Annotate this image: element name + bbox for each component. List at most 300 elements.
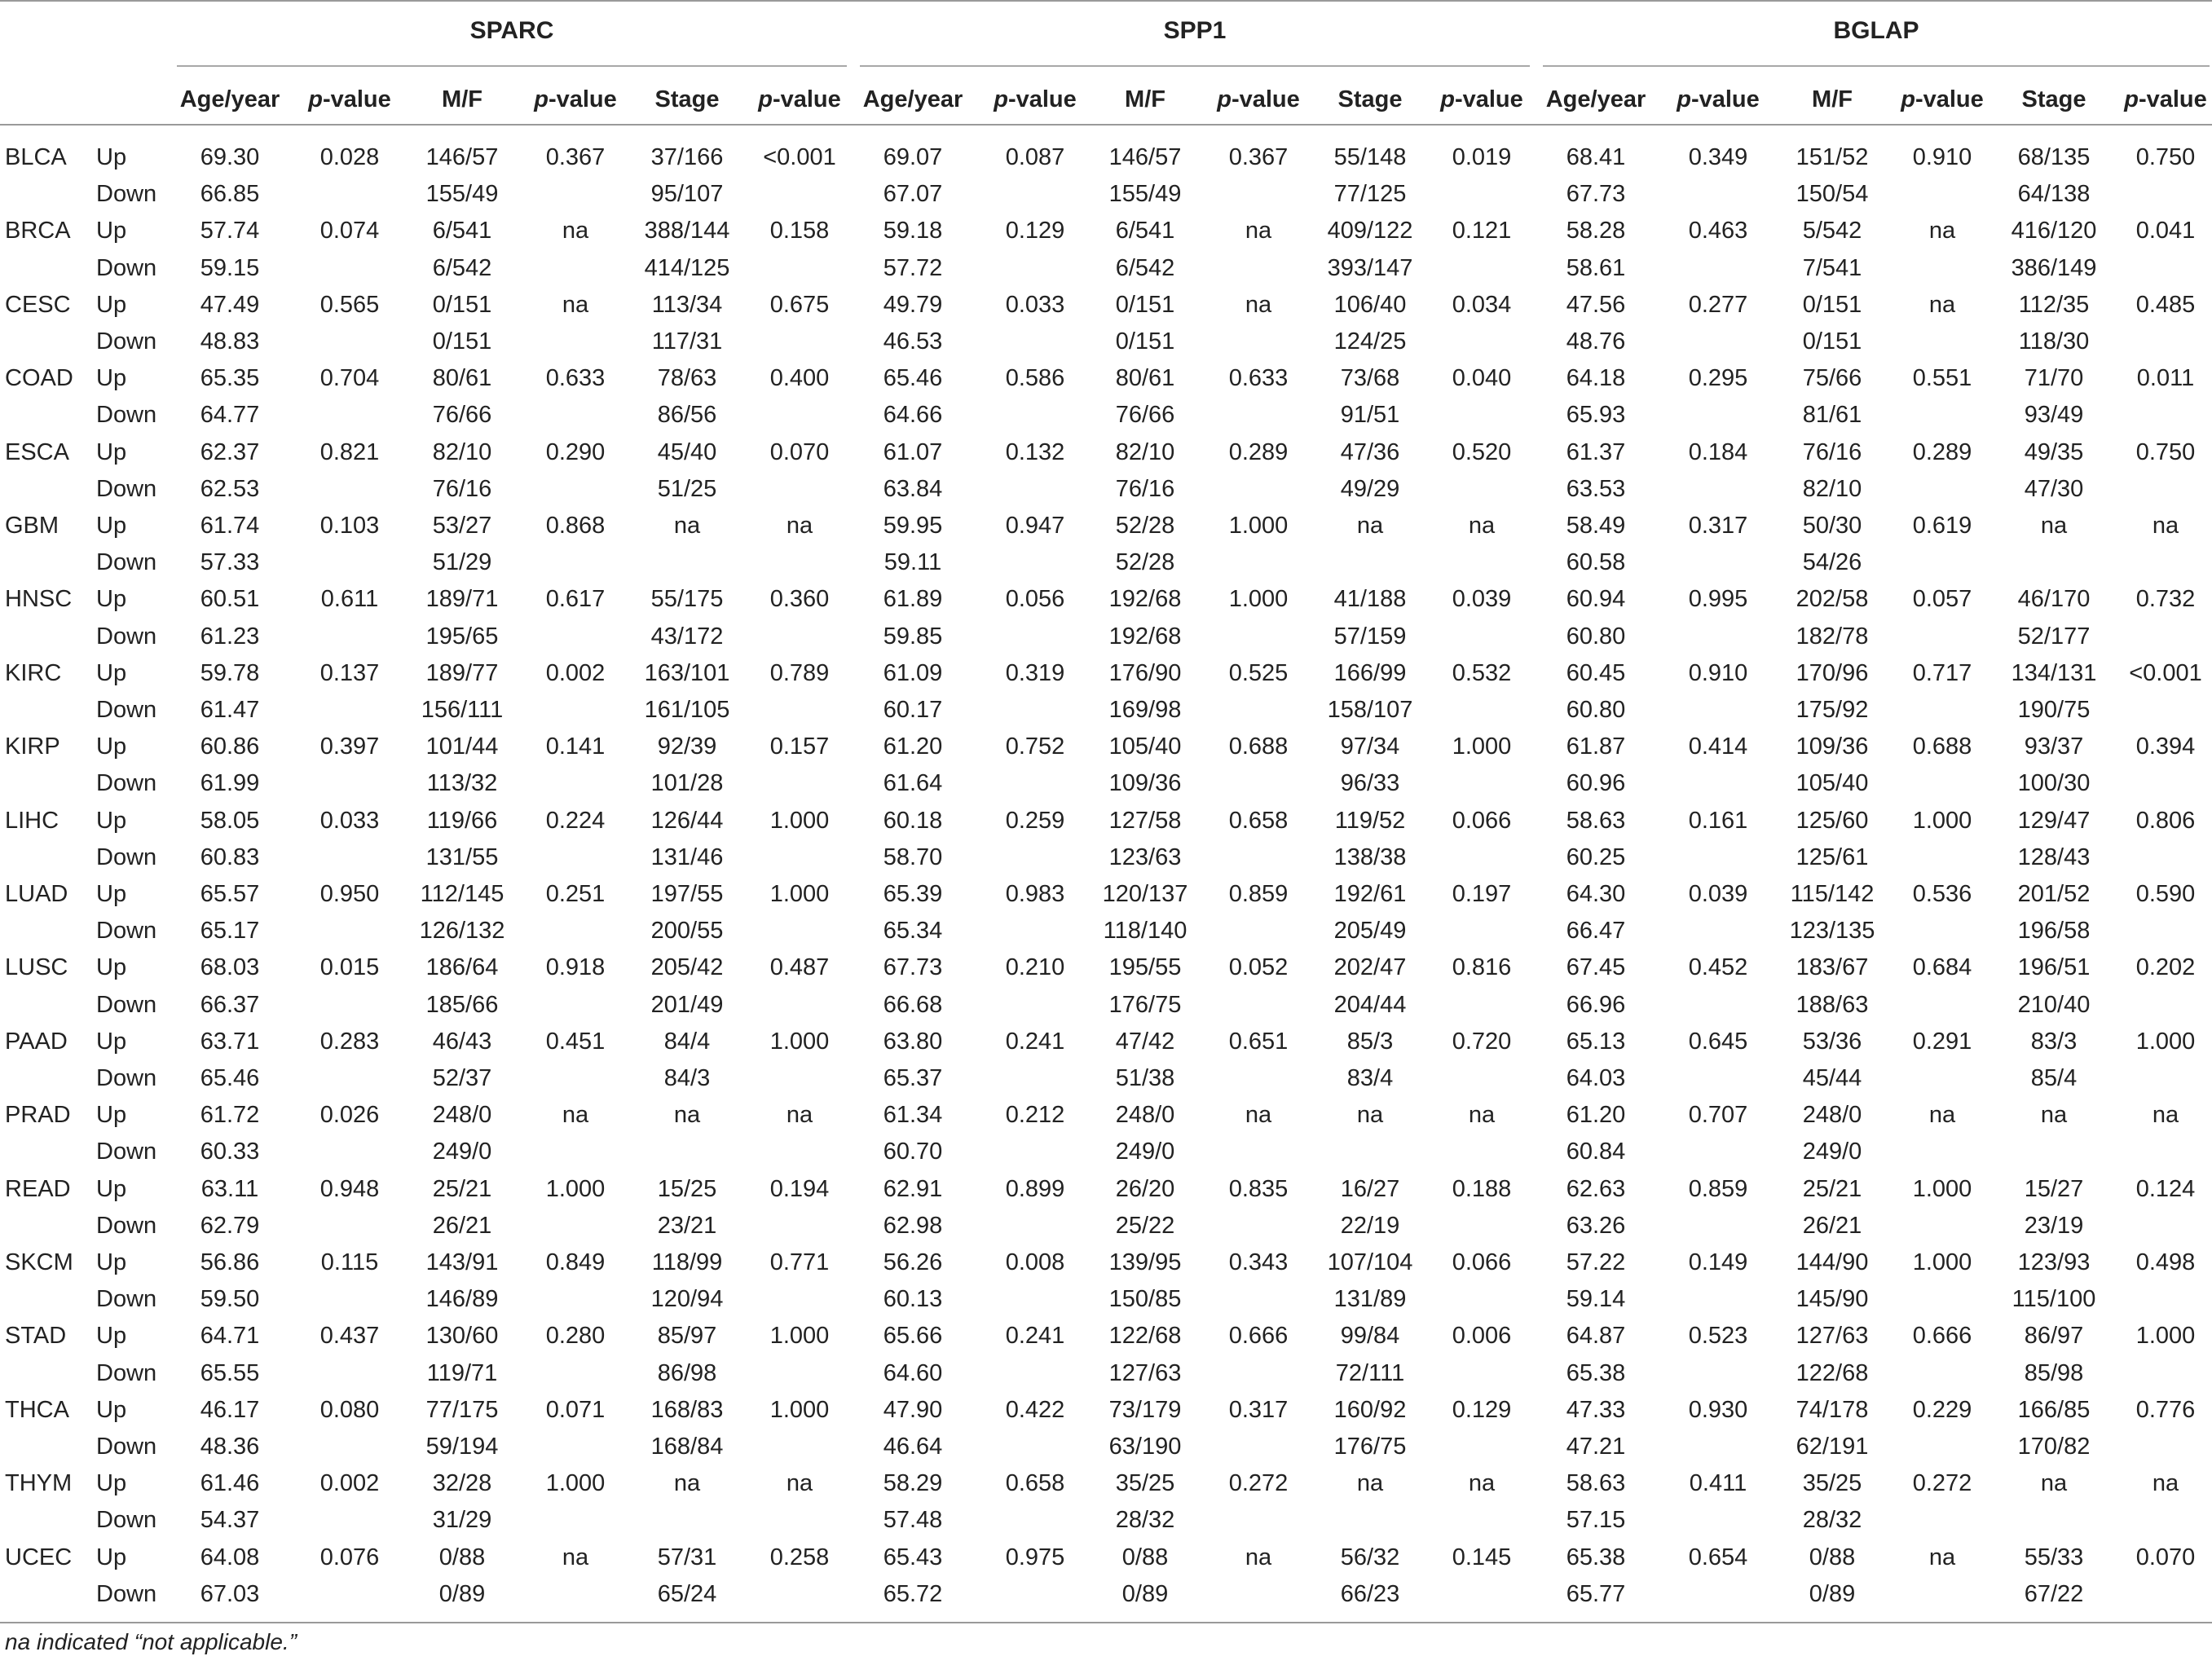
table-cell: 204/44 — [1333, 991, 1407, 1018]
table-cell: 60.86 — [200, 733, 260, 760]
table-cell: 131/55 — [425, 844, 499, 870]
table-cell: 0/151 — [1115, 328, 1175, 355]
row-direction-label: Down — [96, 1434, 157, 1460]
table-cell: 85/97 — [657, 1323, 717, 1350]
table-cell: na — [1245, 218, 1272, 244]
table-cell: 123/93 — [2017, 1249, 2091, 1275]
table-cell: 139/95 — [1108, 1249, 1182, 1275]
table-cell: 57.15 — [1566, 1507, 1626, 1534]
row-direction-label: Up — [96, 1175, 127, 1202]
table-cell: 56.86 — [200, 1249, 260, 1275]
table-cell: 144/90 — [1796, 1249, 1869, 1275]
table-cell: 61.46 — [200, 1470, 260, 1497]
row-direction-label: Up — [96, 438, 127, 465]
table-cell: 127/63 — [1108, 1359, 1182, 1386]
table-cell: 0.289 — [1228, 438, 1289, 465]
row-cancer-label: GBM — [5, 513, 59, 539]
table-cell: 65.46 — [200, 1065, 260, 1091]
table-cell: 26/21 — [1802, 1212, 1862, 1239]
table-cell: 73/179 — [1108, 1396, 1182, 1423]
gene-header-spp1: SPP1 — [1163, 17, 1227, 44]
table-cell: 0.750 — [2135, 438, 2196, 465]
table-cell: 118/30 — [2018, 328, 2090, 355]
table-cell: 126/132 — [419, 918, 505, 945]
table-cell: 249/0 — [1802, 1139, 1862, 1165]
row-direction-label: Up — [96, 1249, 127, 1275]
table-cell: 0.704 — [319, 365, 380, 392]
table-cell: 69.30 — [200, 144, 260, 170]
table-cell: 189/71 — [425, 586, 499, 613]
bottom-rule — [0, 1622, 2212, 1623]
table-cell: 76/66 — [432, 402, 492, 429]
table-cell: 52/37 — [432, 1065, 492, 1091]
table-cell: 0.411 — [1689, 1470, 1747, 1497]
table-cell: 65.55 — [200, 1359, 260, 1386]
row-direction-label: Down — [96, 1507, 157, 1534]
table-cell: 66.47 — [1566, 918, 1626, 945]
table-cell: 65.17 — [200, 918, 260, 945]
table-cell: 0.272 — [1912, 1470, 1972, 1497]
table-cell: 35/25 — [1802, 1470, 1862, 1497]
table-cell: 58.05 — [200, 807, 260, 834]
row-direction-label: Down — [96, 1139, 157, 1165]
footnote: na indicated “not applicable.” — [5, 1629, 297, 1654]
table-cell: 101/44 — [425, 733, 499, 760]
table-cell: 0.349 — [1688, 144, 1748, 170]
table-cell: 0.633 — [1228, 365, 1289, 392]
table-cell: 0.188 — [1452, 1175, 1512, 1202]
table-cell: 41/188 — [1333, 586, 1407, 613]
table-cell: 109/36 — [1796, 733, 1869, 760]
table-cell: 84/3 — [663, 1065, 711, 1091]
table-cell: na — [673, 1470, 701, 1497]
row-cancer-label: LIHC — [5, 807, 59, 834]
table-cell: 63.80 — [883, 1028, 943, 1055]
table-cell: na — [1468, 1470, 1496, 1497]
table-cell: 0.041 — [2135, 218, 2196, 244]
row-cancer-label: READ — [5, 1175, 71, 1202]
table-cell: 0.619 — [1912, 513, 1972, 539]
row-cancer-label: LUSC — [5, 954, 68, 981]
table-cell: 57.33 — [200, 549, 260, 576]
row-direction-label: Up — [96, 218, 127, 244]
table-cell: 55/175 — [650, 586, 724, 613]
row-cancer-label: CESC — [5, 291, 71, 318]
table-cell: 65.39 — [883, 881, 943, 907]
table-cell: 201/49 — [650, 991, 724, 1018]
table-cell: 61.37 — [1566, 438, 1626, 465]
table-cell: 73/68 — [1340, 365, 1400, 392]
table-cell: 82/10 — [432, 438, 492, 465]
table-cell: 76/66 — [1115, 402, 1175, 429]
table-cell: 0.666 — [1228, 1323, 1289, 1350]
table-cell: 47.33 — [1566, 1396, 1626, 1423]
table-cell: na — [2152, 1470, 2179, 1497]
table-cell: 151/52 — [1796, 144, 1869, 170]
table-cell: 59/194 — [425, 1434, 499, 1460]
table-cell: 0.259 — [1005, 807, 1065, 834]
table-cell: 0.551 — [1912, 365, 1972, 392]
table-cell: 126/44 — [650, 807, 724, 834]
table-cell: 0.771 — [769, 1249, 830, 1275]
row-direction-label: Down — [96, 475, 157, 502]
table-cell: na — [2040, 1102, 2068, 1129]
table-cell: 46/43 — [432, 1028, 492, 1055]
gene-header-sparc: SPARC — [469, 17, 554, 44]
table-cell: 0.272 — [1228, 1470, 1289, 1497]
table-cell: 0.651 — [1228, 1028, 1289, 1055]
table-cell: 0.536 — [1912, 881, 1972, 907]
table-cell: 99/84 — [1340, 1323, 1400, 1350]
table-cell: 59.15 — [200, 254, 260, 281]
column-header-bglap-p-value: p-value — [1901, 86, 1984, 112]
table-cell: 64.77 — [200, 402, 260, 429]
table-cell: 0/89 — [1121, 1580, 1169, 1607]
table-cell: 156/111 — [421, 697, 504, 723]
table-cell: 64.66 — [883, 402, 943, 429]
table-cell: 101/28 — [650, 770, 724, 797]
table-cell: 92/39 — [657, 733, 717, 760]
table-cell: 0.343 — [1228, 1249, 1289, 1275]
table-cell: 195/65 — [425, 623, 499, 650]
table-cell: 1.000 — [2135, 1028, 2196, 1055]
row-direction-label: Down — [96, 697, 157, 723]
table-cell: 0.463 — [1688, 218, 1748, 244]
table-cell: 58.63 — [1566, 807, 1626, 834]
table-cell: 182/78 — [1796, 623, 1869, 650]
table-cell: 0.930 — [1688, 1396, 1748, 1423]
table-cell: 65.72 — [883, 1580, 943, 1607]
table-cell: 0.121 — [1452, 218, 1512, 244]
table-cell: 1.000 — [1452, 733, 1512, 760]
table-cell: 75/66 — [1802, 365, 1862, 392]
table-cell: 58.61 — [1566, 254, 1626, 281]
table-cell: 1.000 — [1912, 807, 1972, 834]
table-cell: 6/541 — [1115, 218, 1175, 244]
table-cell: 0.520 — [1452, 438, 1512, 465]
table-cell: 0.750 — [2135, 144, 2196, 170]
table-cell: 188/63 — [1796, 991, 1869, 1018]
table-cell: 26/20 — [1115, 1175, 1175, 1202]
table-cell: 146/57 — [1108, 144, 1182, 170]
table-cell: 6/542 — [1115, 254, 1175, 281]
table-cell: 80/61 — [1115, 365, 1175, 392]
table-cell: 6/541 — [432, 218, 492, 244]
table-cell: 0.129 — [1452, 1396, 1512, 1423]
row-cancer-label: SKCM — [5, 1249, 73, 1275]
table-cell: 59.78 — [200, 659, 260, 686]
table-cell: 112/35 — [2018, 291, 2090, 318]
table-cell: 0/151 — [432, 328, 492, 355]
table-cell: 1.000 — [769, 881, 830, 907]
table-cell: 0.161 — [1688, 807, 1748, 834]
table-cell: 61.20 — [1566, 1102, 1626, 1129]
table-cell: 0.485 — [2135, 291, 2196, 318]
table-cell: 16/27 — [1340, 1175, 1400, 1202]
table-cell: 61.23 — [200, 623, 260, 650]
table-cell: 91/51 — [1340, 402, 1400, 429]
table-cell: 0.849 — [545, 1249, 606, 1275]
row-direction-label: Down — [96, 844, 157, 870]
table-cell: 0.040 — [1452, 365, 1512, 392]
column-header-sparc-stage: Stage — [654, 86, 720, 112]
table-cell: 1.000 — [1912, 1175, 1972, 1202]
table-cell: 5/542 — [1802, 218, 1862, 244]
table-cell: 122/68 — [1796, 1359, 1869, 1386]
table-cell: 118/140 — [1103, 918, 1188, 945]
table-cell: 0.910 — [1912, 144, 1972, 170]
table-cell: 60.18 — [883, 807, 943, 834]
table-cell: 124/25 — [1333, 328, 1407, 355]
table-cell: 57.48 — [883, 1507, 943, 1534]
column-header-bglap-age-year: Age/year — [1545, 86, 1646, 112]
table-cell: 176/90 — [1108, 659, 1182, 686]
table-cell: 47/30 — [2024, 475, 2084, 502]
table-cell: 93/49 — [2024, 402, 2084, 429]
table-cell: 0.241 — [1005, 1028, 1065, 1055]
table-cell: 196/51 — [2017, 954, 2091, 981]
table-cell: 192/68 — [1108, 586, 1182, 613]
row-direction-label: Up — [96, 1396, 127, 1423]
table-cell: 120/137 — [1102, 881, 1188, 907]
table-cell: 1.000 — [545, 1175, 606, 1202]
table-cell: 43/172 — [650, 623, 724, 650]
row-cancer-label: HNSC — [5, 586, 73, 613]
table-cell: 7/541 — [1802, 254, 1862, 281]
table-cell: 60.17 — [883, 697, 943, 723]
table-cell: na — [2152, 1102, 2179, 1129]
table-cell: 166/85 — [2017, 1396, 2091, 1423]
table-cell: na — [562, 1544, 589, 1570]
table-cell: 63.11 — [200, 1175, 259, 1202]
table-cell: 84/4 — [663, 1028, 711, 1055]
table-cell: 0.202 — [2135, 954, 2196, 981]
table-cell: 97/34 — [1340, 733, 1400, 760]
table-cell: 1.000 — [769, 807, 830, 834]
row-cancer-label: STAD — [5, 1323, 67, 1350]
table-cell: 127/63 — [1796, 1323, 1869, 1350]
table-cell: 60.84 — [1566, 1139, 1626, 1165]
table-cell: na — [673, 1102, 701, 1129]
table-cell: 127/58 — [1108, 807, 1182, 834]
column-header-spp1-p-value: p-value — [994, 86, 1077, 112]
sparc-group-rule — [177, 65, 847, 67]
table-cell: 0.039 — [1688, 881, 1748, 907]
table-cell: 0.995 — [1688, 586, 1748, 613]
table-cell: 64.08 — [200, 1544, 260, 1570]
table-cell: 0.141 — [545, 733, 606, 760]
table-cell: 0.006 — [1452, 1323, 1512, 1350]
table-cell: 113/34 — [651, 291, 723, 318]
table-cell: 185/66 — [425, 991, 499, 1018]
table-cell: 146/57 — [425, 144, 499, 170]
table-cell: 15/27 — [2024, 1175, 2084, 1202]
table-cell: 195/55 — [1108, 954, 1182, 981]
table-cell: 0.707 — [1688, 1102, 1748, 1129]
table-cell: 0.137 — [319, 659, 380, 686]
table-cell: 77/175 — [425, 1396, 499, 1423]
table-cell: 150/54 — [1796, 181, 1869, 208]
table-cell: 57.74 — [200, 218, 260, 244]
table-cell: 192/68 — [1108, 623, 1182, 650]
row-direction-label: Up — [96, 1544, 127, 1570]
table-cell: 48.36 — [200, 1434, 260, 1460]
table-cell: 50/30 — [1802, 513, 1862, 539]
row-direction-label: Up — [96, 1323, 127, 1350]
table-cell: 54/26 — [1802, 549, 1862, 576]
table-cell: 82/10 — [1115, 438, 1175, 465]
row-direction-label: Down — [96, 991, 157, 1018]
table-cell: 0.103 — [319, 513, 380, 539]
table-cell: 0.437 — [319, 1323, 380, 1350]
table-cell: 0.057 — [1912, 586, 1972, 613]
table-cell: <0.001 — [763, 144, 836, 170]
table-cell: 61.09 — [883, 659, 943, 686]
table-cell: 0/151 — [1802, 291, 1862, 318]
table-cell: 0.414 — [1688, 733, 1748, 760]
table-cell: 105/40 — [1796, 770, 1869, 797]
table-cell: 86/97 — [2024, 1323, 2084, 1350]
table-cell: 47.90 — [883, 1396, 943, 1423]
table-cell: 60.13 — [883, 1286, 943, 1313]
table-cell: na — [562, 1102, 589, 1129]
table-cell: 45/40 — [657, 438, 717, 465]
row-direction-label: Up — [96, 291, 127, 318]
table-cell: 58.49 — [1566, 513, 1626, 539]
bglap-group-rule — [1543, 65, 2210, 67]
table-cell: 106/40 — [1333, 291, 1407, 318]
table-cell: 35/25 — [1115, 1470, 1175, 1497]
table-cell: 60.80 — [1566, 697, 1626, 723]
table-cell: na — [2152, 513, 2179, 539]
table-cell: 86/56 — [657, 402, 717, 429]
table-cell: 0.197 — [1452, 881, 1512, 907]
table-cell: 62.53 — [200, 475, 260, 502]
table-cell: 60.33 — [200, 1139, 260, 1165]
table-cell: 60.70 — [883, 1139, 943, 1165]
table-cell: 122/68 — [1108, 1323, 1182, 1350]
row-direction-label: Up — [96, 659, 127, 686]
table-cell: 61.99 — [200, 770, 260, 797]
table-cell: 47.49 — [200, 291, 260, 318]
table-cell: 161/105 — [644, 697, 730, 723]
table-cell: 0.280 — [545, 1323, 606, 1350]
table-cell: 0.835 — [1228, 1175, 1289, 1202]
table-cell: 78/63 — [657, 365, 717, 392]
table-cell: na — [1245, 291, 1272, 318]
table-cell: 0.717 — [1912, 659, 1972, 686]
table-cell: 0.732 — [2135, 586, 2196, 613]
table-cell: 59.18 — [883, 218, 943, 244]
table-cell: 0.565 — [319, 291, 380, 318]
table-cell: 176/75 — [1108, 991, 1182, 1018]
table-cell: 76/16 — [1802, 438, 1862, 465]
table-cell: 46.53 — [883, 328, 943, 355]
table-cell: 0.859 — [1688, 1175, 1748, 1202]
row-direction-label: Down — [96, 1065, 157, 1091]
table-cell: 131/46 — [650, 844, 724, 870]
table-cell: 25/21 — [432, 1175, 492, 1202]
column-header-sparc-p-value: p-value — [308, 86, 391, 112]
table-cell: 0.367 — [1228, 144, 1289, 170]
table-cell: 65.66 — [883, 1323, 943, 1350]
table-cell: 77/125 — [1333, 181, 1407, 208]
table-cell: 0.816 — [1452, 954, 1512, 981]
table-cell: 0.806 — [2135, 807, 2196, 834]
row-direction-label: Up — [96, 1028, 127, 1055]
table-cell: 63.84 — [883, 475, 943, 502]
table-cell: 190/75 — [2017, 697, 2091, 723]
table-cell: 67.73 — [883, 954, 943, 981]
table-cell: 0.290 — [545, 438, 606, 465]
row-cancer-label: LUAD — [5, 881, 68, 907]
table-cell: 130/60 — [425, 1323, 499, 1350]
table-cell: 0.645 — [1688, 1028, 1748, 1055]
table-cell: 65.38 — [1566, 1359, 1626, 1386]
table-cell: 61.47 — [200, 697, 260, 723]
table-cell: 46.17 — [200, 1396, 260, 1423]
row-direction-label: Up — [96, 954, 127, 981]
table-cell: 65.46 — [883, 365, 943, 392]
table-cell: 61.72 — [200, 1102, 260, 1129]
row-direction-label: Up — [96, 807, 127, 834]
table-cell: 1.000 — [1228, 513, 1289, 539]
column-header-sparc-p-value: p-value — [758, 86, 841, 112]
table-cell: 0.224 — [545, 807, 606, 834]
table-cell: 65.43 — [883, 1544, 943, 1570]
row-cancer-label: THYM — [5, 1470, 73, 1497]
table-cell: 192/61 — [1333, 881, 1407, 907]
table-cell: 47/36 — [1340, 438, 1400, 465]
column-header-bglap-p-value: p-value — [2124, 86, 2207, 112]
table-cell: 60.51 — [200, 586, 260, 613]
table-cell: 37/166 — [650, 144, 724, 170]
table-cell: 0.026 — [319, 1102, 380, 1129]
row-direction-label: Down — [96, 549, 157, 576]
table-cell: 0.821 — [319, 438, 380, 465]
table-cell: 0.070 — [2135, 1544, 2196, 1570]
table-cell: 0.654 — [1688, 1544, 1748, 1570]
table-cell: na — [562, 218, 589, 244]
table-cell: 59.95 — [883, 513, 943, 539]
header-rule — [0, 124, 2212, 126]
table-cell: 6/542 — [432, 254, 492, 281]
table-cell: 0.066 — [1452, 807, 1512, 834]
table-cell: 176/75 — [1333, 1434, 1407, 1460]
table-cell: 1.000 — [1912, 1249, 1972, 1275]
table-cell: 0.283 — [319, 1028, 380, 1055]
table-cell: 0.720 — [1452, 1028, 1512, 1055]
table-cell: 0.617 — [545, 586, 606, 613]
table-cell: 0.251 — [545, 881, 606, 907]
table-cell: 95/107 — [650, 181, 724, 208]
table-cell: 0.289 — [1912, 438, 1972, 465]
table-cell: 0.129 — [1005, 218, 1065, 244]
table-cell: 57/31 — [657, 1544, 717, 1570]
top-rule — [0, 0, 2212, 2]
table-cell: 61.89 — [883, 586, 943, 613]
table-cell: 0.008 — [1005, 1249, 1065, 1275]
table-cell: 0.525 — [1228, 659, 1289, 686]
table-cell: 0.586 — [1005, 365, 1065, 392]
table-cell: 0.523 — [1688, 1323, 1748, 1350]
table-cell: 64.30 — [1566, 881, 1626, 907]
table-cell: 0.752 — [1005, 733, 1065, 760]
table-cell: 0.158 — [769, 218, 830, 244]
row-direction-label: Up — [96, 144, 127, 170]
table-cell: 409/122 — [1327, 218, 1413, 244]
table-cell: 134/131 — [2011, 659, 2097, 686]
